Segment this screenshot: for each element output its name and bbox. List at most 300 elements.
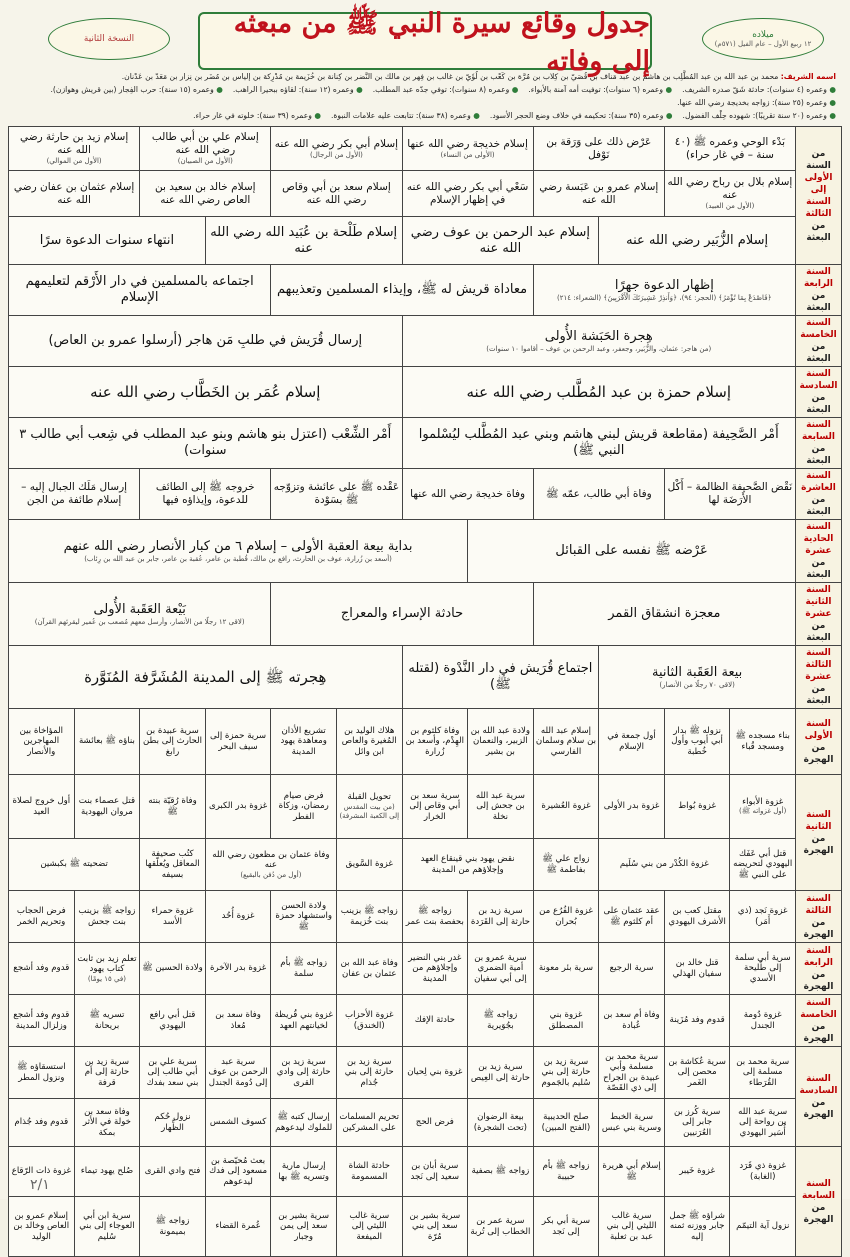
event-cell [402,1047,468,1099]
event-cell [74,995,140,1047]
year-label-line: من البعثة [806,342,831,364]
event-cell [533,127,664,171]
event-text: سرية أبان بن سعيد إلى نَجد [410,1161,460,1182]
event-cell [271,1047,337,1099]
event-cell [730,775,796,839]
age-fact: ● وعمره (١٥ سنة): حرب الفِجار (بين قريش وهوازن). [51,83,223,96]
age-fact: ● وعمره (٣٨ سنة): تتابعت عليه علامات النبوة. [331,109,480,122]
event-text: زواجه ﷺ بصفية [471,1166,530,1177]
event-row [9,265,842,316]
event-cell [599,775,665,839]
event-cell [468,1147,534,1197]
age-fact: ● وعمره (٢٠ سنة تقريبًا): شهوده حِلْف الفضول. [683,109,836,122]
event-cell [271,943,337,995]
event-cell [468,520,796,583]
event-cell [271,1197,337,1257]
year-cell [796,1147,842,1257]
event-cell [533,265,795,316]
event-text: إسلام عبد الرحمن بن عوف رضي الله عنه [410,224,591,256]
event-text: قتل خالد بن سفيان الهذلي [672,958,722,979]
year-label-line: السنة الحادية [803,522,834,544]
event-row [9,367,842,418]
event-text: زواجه ﷺ بميمونة [155,1216,190,1237]
event-text: استسقاؤه ﷺ ونزول المطر [17,1062,66,1083]
event-text: قتل عصماء بنت مروان اليهودية [78,796,136,817]
event-text: تضحيته ﷺ بكبشين [40,859,108,870]
event-text: وفاة عبد الله بن عثمان بن عفان [340,958,398,979]
event-cell [402,171,533,217]
event-text: عُمرة القضاء [215,1221,261,1232]
birth-label [702,18,824,60]
year-label-line: من البعثة [806,220,831,243]
event-cell [140,839,206,891]
event-text: عقد عثمان على أم كلثوم ﷺ [603,906,660,927]
event-text: عَرْض ذلك على وَرَقة بن نَوْفل [546,135,652,161]
year-cell [796,316,842,367]
age-fact: ● وعمره (١٢ سنة): لقاؤه ببحيرا الراهب. [233,83,363,96]
event-text: غزوة أُحُد [221,911,255,922]
event-row [9,583,842,646]
event-text: نزول حُكم الظِّهار [154,1112,191,1133]
age-fact: ● وعمره (٦ سنوات): توفيت أمه آمنة بالأبواء. [528,83,672,96]
event-cell [533,775,599,839]
event-note: ﴿فَاصْدَعْ بِمَا تُؤْمَرُ﴾ (الحجر: ٩٤)، ﴿وَأَنذِرْ عَشِيرَتَكَ الْأَقْرَبِينَ﴾ (الشعراء: ٢١٤) [557,293,772,302]
year-cell [796,709,842,775]
event-text: شراؤه ﷺ جمل جابر ووزنه ثمنه إليه [669,1210,725,1242]
event-text: سرية عبد الله بن جحش إلى نخلة [475,790,525,822]
edition-label-text: النسخة الثانية [83,34,135,44]
year-label-line: من الهجرة [803,1202,834,1225]
event-text: إسلام سعد بن أبي وقاص رضي الله عنه [282,180,391,206]
event-text: إرسال قُرَيش في طلبِ مَن هاجر (أرسلوا عمرو بن العاص) [48,333,363,348]
event-text: فرض الحج [415,1117,454,1128]
birth-label-date: ١٢ ربيع الأول – عام الفيل (٥٧١م) [714,40,812,48]
event-cell [468,1047,534,1099]
event-row [9,1047,842,1099]
event-cell [74,709,140,775]
event-cell [336,1047,402,1099]
event-cell [9,839,140,891]
event-note: (الأول من العبيد) [705,202,755,210]
event-row [9,520,842,583]
event-text: وفاة سعد بن خولة في الأثر بمكة [82,1106,131,1138]
event-cell [9,1197,75,1257]
event-text: تشريع الأذان ومعاهدة يهود المدينة [280,725,327,757]
event-cell [533,995,599,1047]
age-fact: ● وعمره (٣٩ سنة): خلوته في غار حراء. [193,109,321,122]
event-text: غزوة بدر الكبرى [208,801,268,812]
event-cell [599,943,665,995]
year-cell [796,646,842,709]
events-table [8,126,842,1257]
title-frame [198,7,652,77]
year-cell [796,1047,842,1147]
event-cell [74,943,140,995]
event-cell [402,709,468,775]
event-text: إسلام عمرو بن عَبَسة رضي الله عنه [539,180,659,206]
event-cell [664,1099,730,1147]
year-label-line: السنة الرابعة [803,267,834,289]
event-cell [271,1147,337,1197]
event-cell [599,1197,665,1257]
event-cell [9,943,75,995]
event-cell [730,709,796,775]
event-cell [599,995,665,1047]
event-cell [402,646,599,709]
event-cell [664,1047,730,1099]
event-text: نزوله ﷺ بدار أبي أيوب وأول خُطبة [671,725,723,757]
event-cell [140,775,206,839]
event-cell [599,217,796,265]
event-cell [599,839,730,891]
event-row [9,171,842,217]
event-row [9,1147,842,1197]
event-text: سرية سعد بن أبي وقاص إلى الخرار [409,790,461,822]
year-label-line: من السنة [806,148,831,171]
event-cell [205,891,271,943]
event-text: أول جمعة في الإسلام [607,731,656,752]
year-label-line: من البعثة [806,495,831,517]
event-text: سرية كُرز بن جابر إلى العُرَنيين [673,1106,721,1138]
year-label-line: من الهجرة [803,742,834,765]
year-label-line: من البعثة [806,684,831,706]
year-cell [796,367,842,418]
year-label-line: من الهجرة [803,969,834,992]
year-cell [796,583,842,646]
event-text: بداية بيعة العقبة الأولى – إسلام ٦ من كبار الأنصار رضي الله عنهم [63,538,413,554]
event-text: سرية زيد بن حارثة إلى القَرَدة [470,906,530,927]
event-text: إسلام بلال بن رباح رضي الله عنه [667,176,793,201]
event-cell [468,891,534,943]
event-text: سرية عمر بن الخطاب إلى تُربة [470,1216,531,1237]
event-cell [140,1197,206,1257]
event-text: غزوة بدر الآخرة [209,963,267,974]
event-text: إرسال مارية وتسريه ﷺ بها [278,1161,330,1182]
event-row [9,891,842,943]
event-cell [9,520,468,583]
year-label-line: السنة الرابعة [803,945,834,968]
year-label-line: السنة الخامسة [800,318,837,340]
event-text: إسلام الزُّبَير رضي الله عنه [626,232,769,248]
year-cell [796,418,842,469]
year-cell [796,891,842,943]
event-cell [9,995,75,1047]
event-text: هِجرة الحَبَشة الأُولى [544,328,653,344]
event-cell [140,943,206,995]
event-cell [402,127,533,171]
event-text: زواجه ﷺ بجُوَيرية [483,1010,518,1031]
event-text: سرية محمد بن مسلمة وأبي عبيدة بن الجراح إلى ذي القَصّة [603,1051,661,1093]
age-fact: ● وعمره (٣٥ سنة): تحكيمه في خلاف وضع الحجر الأسود. [490,109,673,122]
event-cell [664,995,730,1047]
event-text: أَمْر الشِّعْب (اعتزل بنو هاشم وبنو عبد المطلب في شِعب أبي طالب ٣ سنوات) [19,427,392,458]
year-label-line: عشرة [805,672,832,682]
event-text: صلح الحديبية (الفتح المبين) [541,1112,591,1133]
age-fact: ● وعمره (٤ سنوات): حادثة شَقّ صدره الشريف. [682,83,836,96]
event-cell [402,995,468,1047]
event-text: إسلام عثمان بن عفان رضي الله عنه [13,180,135,206]
year-label-line: من الهجرة [803,1021,834,1044]
year-label-line: من الهجرة [803,833,834,856]
event-cell [9,367,403,418]
event-cell [336,709,402,775]
event-cell [9,1047,75,1099]
event-cell [664,943,730,995]
event-text: سرية بشير بن سعد إلى بني مُرّة [409,1210,461,1242]
year-label-line: السنة الثانية [805,585,832,607]
event-note: (في ١٥ يومًا) [87,974,126,983]
event-text: سرية الرجيع [609,963,654,974]
event-text: سَعْي أبي بكر رضي الله عنه في إظهار الإسلام [406,180,529,206]
year-label-line: السنة الخامسة [800,997,837,1020]
event-cell [336,1099,402,1147]
event-cell [336,995,402,1047]
event-cell [271,709,337,775]
event-note: (الأولى من النساء) [440,150,495,159]
event-row [9,709,842,775]
event-cell [664,709,730,775]
event-text: قتل أبي رافع اليهودي [149,1010,196,1031]
event-cell [402,1197,468,1257]
event-cell [730,943,796,995]
event-text: نقض يهود بني قينقاع العهد وإجلاؤهم من المدينة [420,854,515,875]
event-cell [664,1147,730,1197]
event-text: نزول آية التيمّم [736,1221,790,1232]
event-text: ولادة الحسن واستشهاد حمزة ﷺ [275,900,332,932]
event-text: إسلام طَلْحة بن عُبَيد الله رضي الله عنه [210,224,398,256]
event-text: بَيْعة العَقَبة الأُولى [93,601,186,617]
event-row [9,1197,842,1257]
event-text: حادثة الإسراء والمعراج [340,606,464,621]
event-text: قدوم وفد أشجع وزلزال المدينة [13,1010,70,1031]
event-cell [599,1099,665,1147]
event-text: سرية أبي بكر إلى نَجد [541,1216,591,1237]
event-cell [74,1047,140,1099]
year-label-line: من البعثة [806,291,831,313]
event-text: غزوة بدر الأولى [603,801,660,812]
year-label-line: السنة الثالثة [805,648,832,670]
lineage-key: اسمه الشريف: [780,72,836,81]
event-text: قتل أبي عَفَك اليهودي لتحريضه على النبي ﷺ [733,848,793,880]
event-cell [205,943,271,995]
event-text: صُلح يهود تيماء [80,1166,134,1177]
event-text: زواجه ﷺ بزينب بنت جحش [78,906,136,927]
event-row [9,646,842,709]
event-cell [730,1047,796,1099]
event-cell [271,775,337,839]
event-text: بعث مُحيّصة بن مسعود إلى فدك ليدعوهم [209,1155,268,1187]
event-row [9,943,842,995]
event-cell [468,943,534,995]
year-label-line: عشرة [805,546,832,556]
event-text: إسلام عمرو بن العاص وخالد بن الوليد [13,1210,70,1242]
event-cell [9,709,75,775]
event-cell [9,646,403,709]
event-text: سرية الخبط وسرية بني عبس [601,1112,662,1133]
event-cell [599,646,796,709]
event-text: كتُب صحيفة المعاقل ويُعلّقها بسيفه [145,848,200,880]
event-cell [664,1197,730,1257]
year-label-line: من البعثة [806,444,831,466]
event-text: إسلام خالد بن سعيد بن العاص رضي الله عنه [154,180,256,206]
event-text: وفاة عثمان بن مظعون رضي الله عنه [212,849,330,870]
event-text: إرسال كتبه ﷺ للملوك ليدعوهم [275,1112,333,1133]
event-text: وفاة أبي طالب، عمّه ﷺ [545,487,652,500]
year-label-line: من البعثة [806,393,831,415]
event-text: قدوم وفد مُزَينة [669,1015,725,1026]
event-cell [271,265,533,316]
event-text: معجزة انشقاق القمر [608,606,721,621]
event-text: سرية حمزة إلى سيف البحر [210,731,267,752]
year-label-line: السنة الثانية [805,809,832,832]
event-note: (من بيت المقدس إلى الكعبة المشرفة) [339,802,400,820]
year-label-line: من البعثة [806,621,831,643]
event-text: إسلام علي بن أبي طالب رضي الله عنه [151,131,259,156]
event-text: ولادة عبد الله بن الزبير، والنعمان بن بشير [470,725,530,757]
year-label-line: من الهجرة [803,917,834,940]
event-cell [664,891,730,943]
event-row [9,839,842,891]
event-text: فرض صيام رمضان، وزكاة الفطر [278,790,329,822]
event-text: غزوة بني المصطلق [548,1010,584,1031]
event-text: بناؤه ﷺ بعائشة [78,736,135,747]
event-cell [140,709,206,775]
event-text: قدوم وفد جُذام [14,1117,69,1128]
event-cell [74,775,140,839]
event-text: اجتماع قُرَيش في دار النَّدْوة (لقتله ﷺ) [408,661,593,692]
event-cell [402,217,599,265]
year-cell [796,469,842,520]
year-cell [796,775,842,891]
age-fact: ● وعمره (٨ سنوات): توفي جدّه عبد المطلب. [373,83,519,96]
event-cell [664,775,730,839]
event-note: (أول غزواته ﷺ) [739,807,787,816]
year-cell [796,943,842,995]
event-text: غزوة العُشيرة [541,801,591,812]
event-cell [533,943,599,995]
event-cell [205,839,336,891]
event-cell [336,839,402,891]
year-label-line: الأولى [804,172,833,183]
event-text: سرية عمرو بن أمية الضمري إلى أبي سفيان [474,952,527,984]
event-text: فتح وادي القرى [144,1166,201,1177]
year-cell [796,127,842,265]
event-cell [140,171,271,217]
event-cell [140,891,206,943]
event-cell [533,891,599,943]
event-cell [402,316,795,367]
year-label-line: السنة السابعة [802,1178,835,1201]
event-text: وفاة رُقيّة بنته ﷺ [148,796,197,817]
event-text: سرية زيد بن حارثة إلى العِيص [470,1062,530,1083]
event-text: إظهار الدعوة جهرًا [614,277,714,293]
event-cell [9,217,206,265]
event-text: عَرْضه ﷺ نفسه على القبائل [555,543,708,558]
event-note: (الأول من الصبيان) [177,157,233,165]
event-text: كسوف الشمس [209,1117,267,1128]
event-text: انتهاء سنوات الدعوة سرًا [39,232,175,248]
event-cell [74,1197,140,1257]
event-cell [271,171,402,217]
event-text: إسلام خديجة رضي الله عنها [407,137,528,150]
event-text: غزوة الفُرُع من بُحران [539,906,593,927]
event-cell [468,1099,534,1147]
event-cell [271,995,337,1047]
event-text: زواجه ﷺ بحفصة بنت عمر [405,906,464,927]
event-cell [205,775,271,839]
event-text: سرية عبد الرحمن بن عوف إلى دُومة الجندل [208,1056,268,1088]
year-label-line: السنة الثالثة [805,893,832,916]
event-text: زواجه ﷺ بأم سلمة [280,958,328,979]
event-text: غزوة الكُدْر من بني سُلَيم [619,859,709,870]
event-text: المؤاخاة بين المهاجرين والأنصار [19,725,64,757]
event-text: سرية زيد بن حارثة إلى أم قرفة [84,1056,130,1088]
event-cell [140,1047,206,1099]
event-cell [271,469,402,520]
event-cell [533,1147,599,1197]
event-text: تسريه ﷺ بريحانة [89,1010,125,1031]
age-fact: ● وعمره (٢٥ سنة): زواجه بخديجة رضي الله عنها. [677,96,836,109]
facts-row-2 [14,109,836,122]
event-cell [271,127,402,171]
event-cell [533,1099,599,1147]
event-row [9,418,842,469]
event-cell [205,1047,271,1099]
event-cell [140,1147,206,1197]
event-note: (أسعد بن زُرارة، عوف بن الحارث، رافع بن مالك، قُطبة بن عامر، عُقبة بن عامر، جابر بن عبد الله بن رِئاب) [84,554,392,563]
year-cell [796,520,842,583]
year-cell [796,265,842,316]
event-cell [9,418,403,469]
event-cell [336,891,402,943]
event-cell [402,775,468,839]
year-cell [796,995,842,1047]
event-cell [9,127,140,171]
event-cell [402,1099,468,1147]
event-text: زواجه ﷺ بأم حبيبة [542,1161,590,1182]
event-text: سرية عبد الله بن رواحة إلى أُسَير اليهودي [738,1106,788,1138]
year-label-line: السنة السابعة [802,420,835,442]
event-cell [468,995,534,1047]
event-text: غزوة ذي قَرَد (الغابة) [739,1161,786,1182]
event-cell [271,583,533,646]
event-text: غدر بني النضير وإجلاؤهم من المدينة [408,952,462,984]
event-cell [205,709,271,775]
event-text: ولادة الحسين ﷺ [142,963,203,974]
year-label-line: السنة الأولى [804,718,833,741]
event-row [9,775,842,839]
year-label-line: إلى السنة [806,184,831,207]
event-text: وفاة خديجة رضي الله عنها [410,487,526,500]
event-row [9,127,842,171]
event-row [9,217,842,265]
event-row [9,995,842,1047]
event-cell [599,891,665,943]
event-text: زواجه ﷺ بزينب بنت خُزيمة [340,906,398,927]
birth-label-title: ميلاده [752,30,774,40]
event-cell [74,1099,140,1147]
event-text: سرية بشير بن سعد إلى يمن وجبار [278,1210,330,1242]
event-cell [664,469,795,520]
year-label-line: الثالثة [805,208,832,219]
event-text: غزوة حمراء الأسد [151,906,194,927]
event-text: بيعة العَقَبة الثانية [651,664,743,680]
event-cell [533,469,664,520]
event-cell [599,1047,665,1099]
event-cell [533,583,795,646]
edition-label [48,18,170,60]
year-label-line: عشرة [805,609,832,619]
